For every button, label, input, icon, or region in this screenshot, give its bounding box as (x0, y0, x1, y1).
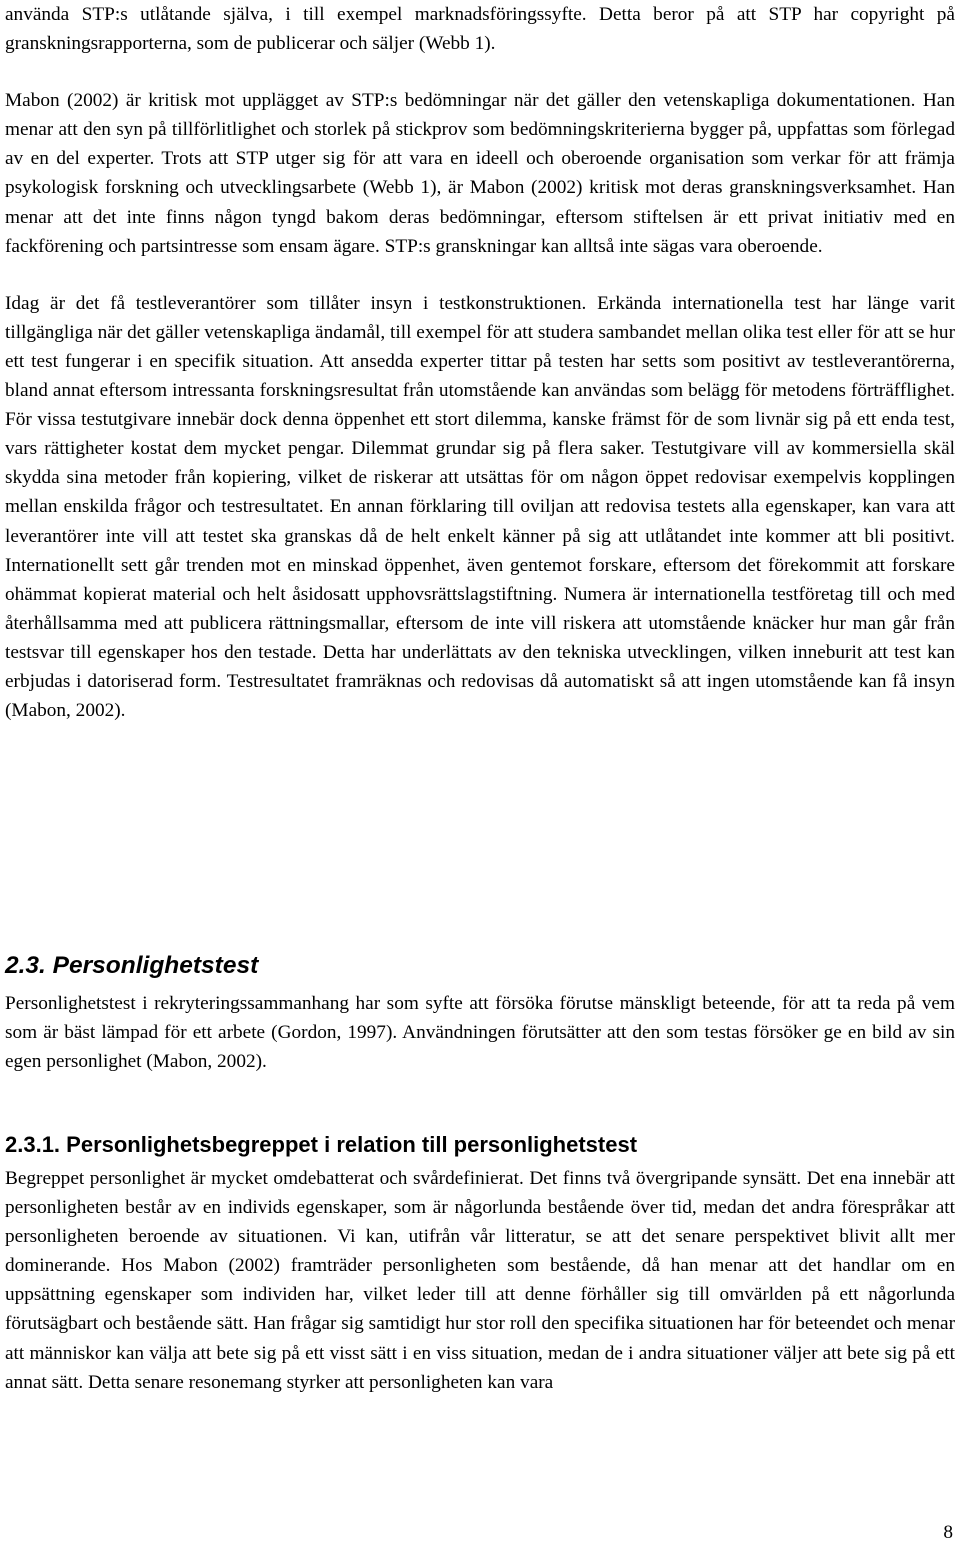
block-top (5, 0, 955, 725)
paragraph: Personlighetstest i rekryteringssammanhang har som syfte att försöka förutse mänskligt beteende, för att ta reda på vem som är bäst lämpad för ett arbete (Gordon, 1997). Användningen förutsätter att den som testas försöker ge en bild av sin egen personlighet (Mabon, 2002). (5, 993, 955, 1073)
block-concept (5, 1164, 955, 1397)
paragraph: Begreppet personlighet är mycket omdebatterat och svårdefinierat. Det finns två övergripande synsätt. Det ena innebär att personligheten består av en individs egenskaper, som är någorlunda bestående över tid, medan det andra förespråkar att personligheten beroende av situationen. Vi kan, utifrån vår litteratur, se att det senare perspektivet blivit allt mer dominerande. Hos Mabon (2002) framträder personligheten som bestående, då han menar att det handlar om en uppsättning egenskaper som individen har, vilket leder till att denne förhåller sig till omvärlden på ett någorlunda förutsägbart och bestående sätt. Han frågar sig samtidigt hur stor roll den specifika situationen har för beteendet och menar att människor kan välja att bete sig på ett visst sätt i en viss situation, medan de i andra situationer väljer att bete sig på ett annat sätt. Detta senare resonemang styrker att personligheten kan vara (5, 1168, 955, 1393)
paragraph: använda STP:s utlåtande själva, i till exempel marknadsföringssyfte. Detta beror på att STP har copyright på granskningsrapporterna, som de publicerar och säljer (Webb 1). (5, 4, 955, 55)
paragraph: Mabon (2002) är kritisk mot upplägget av STP:s bedömningar när det gäller den vetenskapliga dokumentationen. Han menar att den syn på tillförlitlighet och storlek på stickprov som bedömningskriterierna bygger på, uppfattas som förlegad av en del experter. Trots att STP utger sig för att vara en ideell och oberoende organisation som verkar för att främja psykologisk forskning och utvecklingsarbete (Webb 1), är Mabon (2002) kritisk mot deras granskningsverksamhet. Han menar att det inte finns någon tyngd bakom deras bedömningar, eftersom stiftelsen är ett privat initiativ med en fackförening och partsintresse som ensam ägare. STP:s granskningar kan alltså inte sägas vara oberoende. (5, 90, 955, 257)
section-heading: 2.3. Personlighetstest (5, 952, 259, 979)
page-number: 8 (943, 1522, 953, 1543)
block-personality (5, 989, 955, 1076)
subsection-heading: 2.3.1. Personlighetsbegreppet i relation till personlighetstest (5, 1132, 638, 1157)
paragraph: Idag är det få testleverantörer som tillåter insyn i testkonstruktionen. Erkända internationella test har länge varit tillgängliga när det gäller vetenskapliga ändamål, till exempel för att studera sambandet mellan olika test eller för att se hur ett test fungerar i en specifik situation. Att ansedda experter tittar på testen har setts som positivt av testleverantörerna, bland annat eftersom intressanta forskningsresultat från utomstående kan användas som belägg för metodens förträfflighet. För vissa testutgivare innebär dock denna öppenhet ett stort dilemma, kanske främst för de som livnär sig på ett enda test, vars rättigheter kostat dem mycket pengar. Dilemmat grundar sig på flera saker. Testutgivare vill av kommersiella skäl skydda sina metoder från kopiering, vilket de riskerar att utsättas för om någon öppet redovisar exempelvis kopplingen mellan enskilda frågor och testresultatet. En annan förklaring till oviljan att redovisa testets alla egenskaper, kan vara att leverantörer inte vill att testet ska granskas då de helt enkelt känner på sig att utlåtandet inte kommer att bli positivt. Internationellt sett går trenden mot en minskad öppenhet, även gentemot forskare, eftersom det förekommit att forskare ohämmat kopierat material och helt åsidosatt upphovsrättslagstiftning. Numera är internationella testföretag till och med återhållsamma med att publicera rättningsmallar, eftersom de inte vill riskera att utomstående knäcker hur man går från testsvar till egenskaper hos den testade. Detta har underlättats av den tekniska utvecklingen, vilken inneburit att test kan erbjudas i datoriserad form. Testresultatet framräknas och redovisas då automatiskt så att ingen utomstående kan få insyn (Mabon, 2002). (5, 292, 955, 722)
